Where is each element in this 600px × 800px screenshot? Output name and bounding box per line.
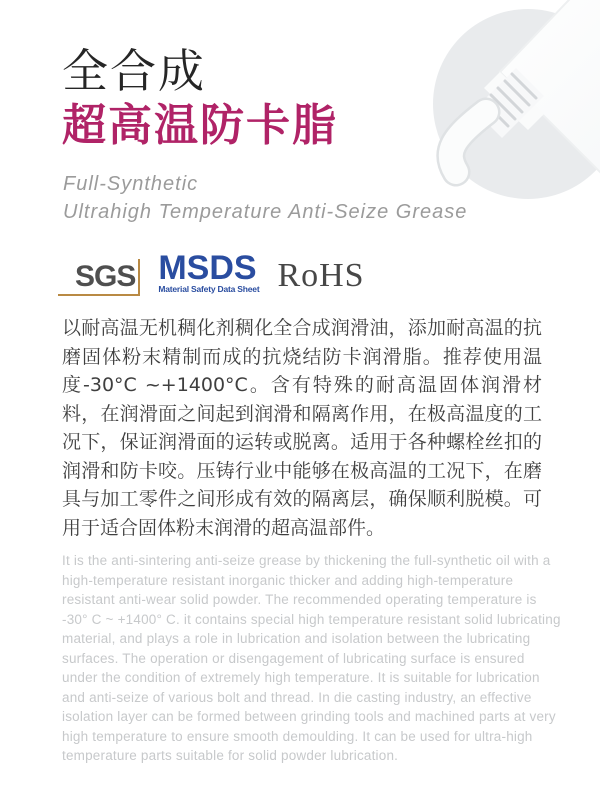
msds-logo-text: MSDS (158, 249, 257, 287)
sgs-logo-text: SGS (75, 260, 136, 293)
rohs-logo (277, 258, 364, 296)
rohs-logo-text: RoHS (277, 257, 365, 294)
product-title-cn-line2: 超高温防卡脂 (62, 100, 338, 151)
product-subtitle-en-line1: Full-Synthetic (63, 173, 199, 195)
msds-logo-subtitle: Material Safety Data Sheet (158, 284, 260, 294)
subtitle-block (63, 170, 467, 226)
title-block (62, 44, 338, 152)
sgs-logo (58, 259, 140, 296)
description-english: It is the anti-sintering anti-seize grease by thickening the full-synthetic oil with a high-temperature resistant inorganic thicker and adding high-temperature resistant anti-wear solid powder. The recommended operating temperature is -30° C ~ +1400° C. it contains special high temperature resistant solid lubricating material, and plays a role in lubrication and isolation between the lubricating surfaces. The operation or disengagement of lubricating surface is ensured under the condition of extremely high temperature. It is suitable for lubrication and anti-seize of various bolt and thread. In die casting industry, an effective isolation layer can be formed between grinding tools and machined parts at very high temperature to ensure smooth demoulding. It can be used for ultra-high temperature parts suitable for solid powder lubrication. (62, 553, 561, 763)
certification-logos (58, 249, 365, 296)
description-chinese: 以耐高温无机稠化剂稠化全合成润滑油，添加耐高温的抗磨固体粉末精制而成的抗烧结防卡润滑脂。推荐使用温度-30°C ~+1400°C。含有特殊的耐高温固体润滑材料，在润滑面之间起到润滑和隔离作用，在极高温度的工况下，保证润滑面的运转或脱离。适用于各种螺栓丝扣的润滑和防卡咬。压铸行业中能够在极高温的工况下，在磨具与加工零件之间形成有效的隔离层，确保顺利脱模。可用于适合固体粉末润滑的超高温部件。 (62, 317, 542, 539)
product-title-cn-line1: 全合成 (62, 44, 206, 98)
msds-logo (158, 249, 260, 296)
product-subtitle-en-line2: Ultrahigh Temperature Anti-Seize Grease (63, 201, 468, 223)
